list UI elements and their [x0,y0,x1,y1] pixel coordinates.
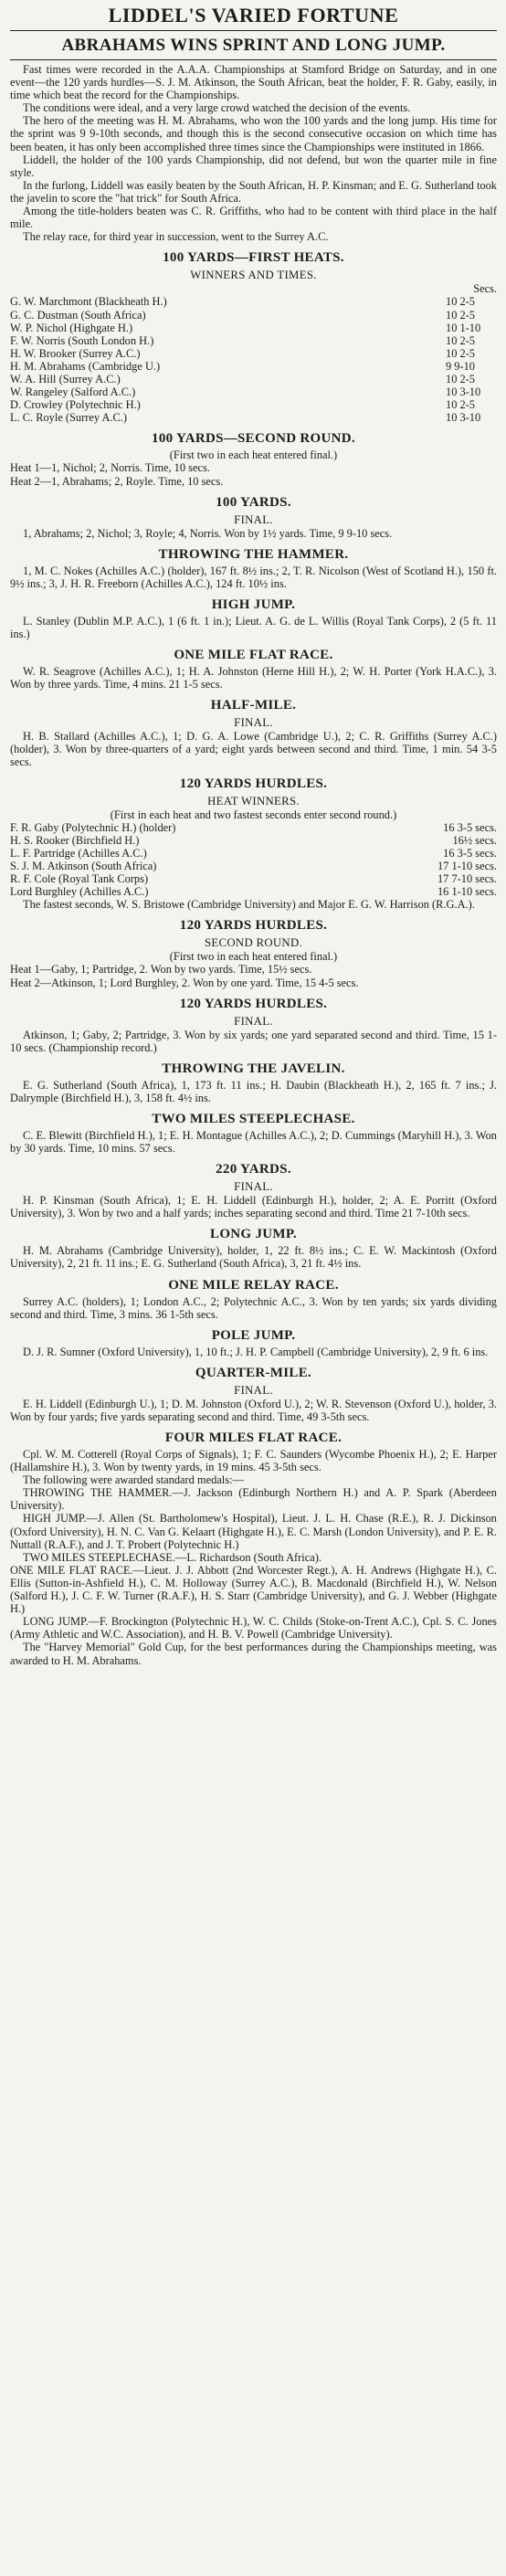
table-row [10,872,497,885]
event-section [10,1364,497,1423]
athlete-name: Lord Burghley (Achilles A.C.) [10,885,149,899]
standards-paragraph: The "Harvey Memorial" Gold Cup, for the best performances during the Championships meeting, was awarded to H. M. Abrahams. [10,1641,497,1667]
event-section [10,1225,497,1270]
heat-time: 10 3-10 [446,411,481,425]
event-footnote: The fastest seconds, W. S. Bristowe (Cambridge University) and Major E. G. W. Harrison (R.G.A.). [23,898,475,912]
event-title: TWO MILES STEEPLECHASE. [152,1111,355,1126]
event-result: Surrey A.C. (holders), 1; London A.C., 2; Polytechnic A.C., 3. Won by ten yards; six yards dividing second and third. Time, 3 mins. 36 1-5th secs. [10,1294,497,1321]
athlete-name: F. R. Gaby (Polytechnic H.) (holder) [10,820,176,834]
event-result: 1, Abrahams; 2, Nichol; 3, Royle; 4, Norris. Won by 1½ yards. Time, 9 9-10 secs. [23,526,393,540]
heat-time: 16 3-5 secs. [443,820,497,834]
event-title: 120 YARDS HURDLES. [179,996,328,1011]
intro-text [10,63,497,243]
heats-table [10,282,497,424]
table-row [10,334,497,347]
heat-result: Heat 1—1, Nichol; 2, Norris. Time, 10 secs. [10,461,210,475]
standards-paragraph: LONG JUMP.—F. Brockington (Polytechnic H.), W. C. Childs (Stoke-on-Trent A.C.), Cpl. S. C. Jones (Army Athletic and W.C. Association), and H. B. V. Powell (Cambridge University). [10,1615,497,1642]
event-section [10,916,497,988]
athlete-name: W. A. Hill (Surrey A.C.) [10,372,121,385]
table-row [10,885,497,898]
heat-time: 10 2-5 [446,333,476,347]
intro-paragraph: The conditions were ideal, and a very large crowd watched the decision of the events. [23,101,411,115]
heat-time: 10 2-5 [446,295,476,309]
event-result: Cpl. W. M. Cotterell (Royal Corps of Signals), 1; F. C. Saunders (Wycombe Phoenix H.), 2; E. Harper (Hallamshire H.), 3. Won by twenty yards, in 19 mins. 45 3-5th secs. [10,1448,497,1474]
event-title: LONG JUMP. [210,1227,297,1242]
heats-subheading: WINNERS AND TIMES. [190,269,317,282]
heat-time: 16 1-10 secs. [437,885,497,899]
event-note: (First two in each heat entered final.) [169,950,338,964]
heat-time: 16½ secs. [452,833,497,847]
table-row [10,322,497,334]
table-row [10,847,497,860]
standards-paragraph: TWO MILES STEEPLECHASE.—L. Richardson (South Africa). [23,1550,322,1564]
event-section [10,1160,497,1219]
event-result: D. J. R. Sumner (Oxford University), 1, 10 ft.; J. H. P. Campbell (Cambridge University), 2, 9 ft. 6 ins. [23,1345,489,1358]
event-title: HIGH JUMP. [211,596,296,612]
event-result: C. E. Blewitt (Birchfield H.), 1; E. H. Montague (Achilles A.C.), 2; D. Cummings (Maryhill H.), 3. Won by 30 yards. Time, 10 mins. 57 secs. [10,1128,497,1156]
event-title: QUARTER-MILE. [195,1365,312,1380]
heat-time: 16 3-5 secs. [443,846,497,860]
table-row [10,398,497,411]
heats-heading: 100 YARDS—FIRST HEATS. [163,250,344,266]
event-result: 1, M. C. Nokes (Achilles A.C.) (holder), 167 ft. 8½ ins.; 2, T. R. Nicolson (West of Scotland H.), 150 ft. 9½ ins.; 3, J. H. R. Freeborn (Achilles A.C.), 124 ft. 10½ ins. [10,564,497,590]
event-title: ONE MILE RELAY RACE. [168,1277,339,1293]
athlete-name: L. C. Royle (Surrey A.C.) [10,411,128,425]
table-row [10,821,497,834]
event-section [10,1326,497,1358]
units-label: Secs. [473,282,497,296]
event-note: (First in each heat and two fastest seconds enter second round.) [110,808,397,821]
second-round-heading: 100 YARDS—SECOND ROUND. [152,431,355,447]
intro-paragraph: The relay race, for third year in succession, went to the Surrey A.C. [23,230,329,244]
heat-result: Heat 2—Atkinson, 1; Lord Burghley, 2. Won by one yard. Time, 15 4-5 secs. [10,976,359,989]
event-section [10,1110,497,1155]
event-subtitle: FINAL. [234,1180,273,1194]
deck-headline: ABRAHAMS WINS SPRINT AND LONG JUMP. [61,36,446,55]
heat-result: Heat 2—1, Abrahams; 2, Royle. Time, 10 secs. [10,474,224,488]
heat-winners-table [10,821,497,899]
athlete-name: W. Rangeley (Salford A.C.) [10,385,136,399]
event-section [10,1060,497,1104]
athlete-name: G. C. Dustman (South Africa) [10,308,146,322]
heat-time: 10 2-5 [446,372,476,385]
table-row [10,309,497,322]
table-row [10,373,497,385]
heat-time: 10 2-5 [446,398,476,412]
event-subtitle: HEAT WINNERS. [207,794,300,808]
table-row [10,385,497,398]
heat-time: 10 3-10 [446,385,481,399]
athlete-name: F. W. Norris (South London H.) [10,333,154,347]
event-result: Atkinson, 1; Gaby, 2; Partridge, 3. Won by six yards; one yard separated second and third. Time, 15 1-10 secs. (Championship record.) [10,1028,497,1054]
event-subtitle: FINAL. [234,512,273,526]
event-title: 100 YARDS. [216,494,291,510]
standard-medals [10,1473,497,1666]
event-result: W. R. Seagrove (Achilles A.C.), 1; H. A. Johnston (Herne Hill H.), 2; W. H. Porter (York H.A.C.), 3. Won by three yards. Time, 4 mins. 21 1-5 secs. [10,665,497,692]
event-title: 120 YARDS HURDLES. [179,918,328,934]
event-subtitle: FINAL. [234,716,273,730]
athlete-name: D. Crowley (Polytechnic H.) [10,398,141,412]
athlete-name: H. S. Rooker (Birchfield H.) [10,833,140,847]
event-title: 120 YARDS HURDLES. [179,776,328,791]
heat-result: Heat 1—Gaby, 1; Partridge, 2. Won by two yards. Time, 15½ secs. [10,963,312,977]
intro-paragraph: The hero of the meeting was H. M. Abrahams, who won the 100 yards and the long jump. His time for the sprint was 9 9-10th seconds, and though this is the second consecutive occasion on which time has been beaten, it has only been accomplished three times since the Championships were instituted in 1866. [10,114,497,153]
event-section [10,696,497,768]
intro-paragraph: In the furlong, Liddell was easily beaten by the South African, H. P. Kinsman; and E. G. Sutherland took the javelin to score the "hat trick" for South Africa. [10,178,497,205]
event-title: HALF-MILE. [210,698,297,713]
standards-paragraph: HIGH JUMP.—J. Allen (St. Bartholomew's Hospital), Lieut. J. L. H. Chase (R.E.), R. J. Dickinson (Oxford University), H. N. C. Van G. Kelaart (Highgate H.), E. C. Marsh (London University), and P. E. R. Nuttall (R.A.F.), and J. T. Probert (Polytechnic H.) [10,1512,497,1551]
event-section [10,646,497,691]
table-row [10,411,497,424]
athlete-name: W. P. Nichol (Highgate H.) [10,321,133,334]
second-round-note: (First two in each heat entered final.) [169,449,338,462]
intro-paragraph: Liddell, the holder of the 100 yards Championship, did not defend, but won the quarter mile in fine style. [10,153,497,179]
event-result: H. M. Abrahams (Cambridge University), holder, 1, 22 ft. 8½ ins.; C. E. W. Mackintosh (Oxford University), 2, 21 ft. 11 ins.; E. G. Sutherland (South Africa), 3, 21 ft. 4½ ins. [10,1244,497,1271]
table-row [10,295,497,308]
event-title: ONE MILE FLAT RACE. [174,648,333,663]
athlete-name: R. F. Cole (Royal Tank Corps) [10,872,149,886]
event-results [10,493,497,1474]
athlete-name: L. F. Partridge (Achilles A.C.) [10,846,147,860]
event-result: H. P. Kinsman (South Africa), 1; E. H. Liddell (Edinburgh H.), holder, 2; A. E. Porritt (Oxford University), 3. Won by two and a half yards; inches separating second and third. Time 21 7-10th secs. [10,1194,497,1220]
table-row [10,360,497,373]
athlete-name: S. J. M. Atkinson (South Africa) [10,859,157,872]
table-header-row [10,282,497,295]
event-section [10,995,497,1054]
event-subtitle: FINAL. [234,1383,273,1397]
event-title: POLE JUMP. [211,1327,296,1343]
event-subtitle: FINAL. [234,1014,273,1028]
heat-time: 17 7-10 secs. [437,872,497,886]
event-section [10,775,497,912]
standards-paragraph: ONE MILE FLAT RACE.—Lieut. J. J. Abbott (2nd Worcester Regt.), A. H. Andrews (Highgate H.), C. Ellis (Sutton-in-Ashfield H.), C. M. Holloway (Surrey A.C.), B. Macdonald (Birchfield H.), W. Nelson (Salford H.), J. C. F. W. Turner (R.A.F.), H. S. Starr (Cambridge University), and G. J. Webber (Highgate H.) [10,1563,497,1616]
standards-paragraph: THROWING THE HAMMER.—J. Jackson (Edinburgh Northern H.) and A. P. Spark (Aberdeen University). [10,1486,497,1513]
intro-paragraph: Fast times were recorded in the A.A.A. Championships at Stamford Bridge on Saturday, and in one event—the 120 yards hurdles—S. J. M. Atkinson, the South African, beat the holder, F. R. Gaby, easily, in time which beat the record for the Championships. [10,63,497,102]
event-section [10,1276,497,1321]
table-row [10,347,497,360]
event-title: THROWING THE JAVELIN. [162,1061,345,1076]
event-subtitle: SECOND ROUND. [205,936,302,950]
headline-rule [10,30,497,31]
event-title: FOUR MILES FLAT RACE. [164,1431,343,1445]
event-section [10,545,497,590]
heat-time: 10 1-10 [446,321,481,334]
headline: LIDDEL'S VARIED FORTUNE [108,4,399,26]
intro-paragraph: Among the title-holders beaten was C. R. Griffiths, who had to be content with third place in the half mile. [10,205,497,231]
heat-time: 10 2-5 [446,346,476,360]
event-title: THROWING THE HAMMER. [158,546,349,562]
event-section [10,493,497,540]
standards-paragraph: The following were awarded standard medals:— [23,1473,244,1487]
athlete-name: G. W. Marchmont (Blackheath H.) [10,295,167,309]
heat-time: 17 1-10 secs. [437,859,497,872]
table-row [10,860,497,872]
event-result: E. H. Liddell (Edinburgh U.), 1; D. M. Johnston (Oxford U.), 2; W. R. Stevenson (Oxford U.), holder, 3. Won by four yards; five yards separating second and third. Time, 49 3-5th secs. [10,1397,497,1423]
athlete-name: H. M. Abrahams (Cambridge U.) [10,359,161,373]
athlete-name: H. W. Brooker (Surrey A.C.) [10,346,141,360]
event-section [10,1429,497,1473]
event-result: H. B. Stallard (Achilles A.C.), 1; D. G. A. Lowe (Cambridge U.), 2; C. R. Griffiths (Surrey A.C.) (holder), 3. Won by three-quarters of a yard; eight yards between second and third. Time, 1 min. 54 3-5 secs. [10,730,497,769]
heat-time: 9 9-10 [446,359,476,373]
event-title: 220 YARDS. [216,1162,291,1177]
table-row [10,834,497,847]
event-result: E. G. Sutherland (South Africa), 1, 173 ft. 11 ins.; H. Daubin (Blackheath H.), 2, 165 ft. 7 ins.; J. Dalrymple (Birchfield H.), 3, 158 ft. 4½ ins. [10,1078,497,1104]
heat-time: 10 2-5 [446,308,476,322]
deck-rule [10,59,497,60]
event-section [10,596,497,640]
event-result: L. Stanley (Dublin M.P. A.C.), 1 (6 ft. 1 in.); Lieut. A. G. de L. Willis (Royal Tank Corps), 2 (5 ft. 11 ins.) [10,614,497,640]
